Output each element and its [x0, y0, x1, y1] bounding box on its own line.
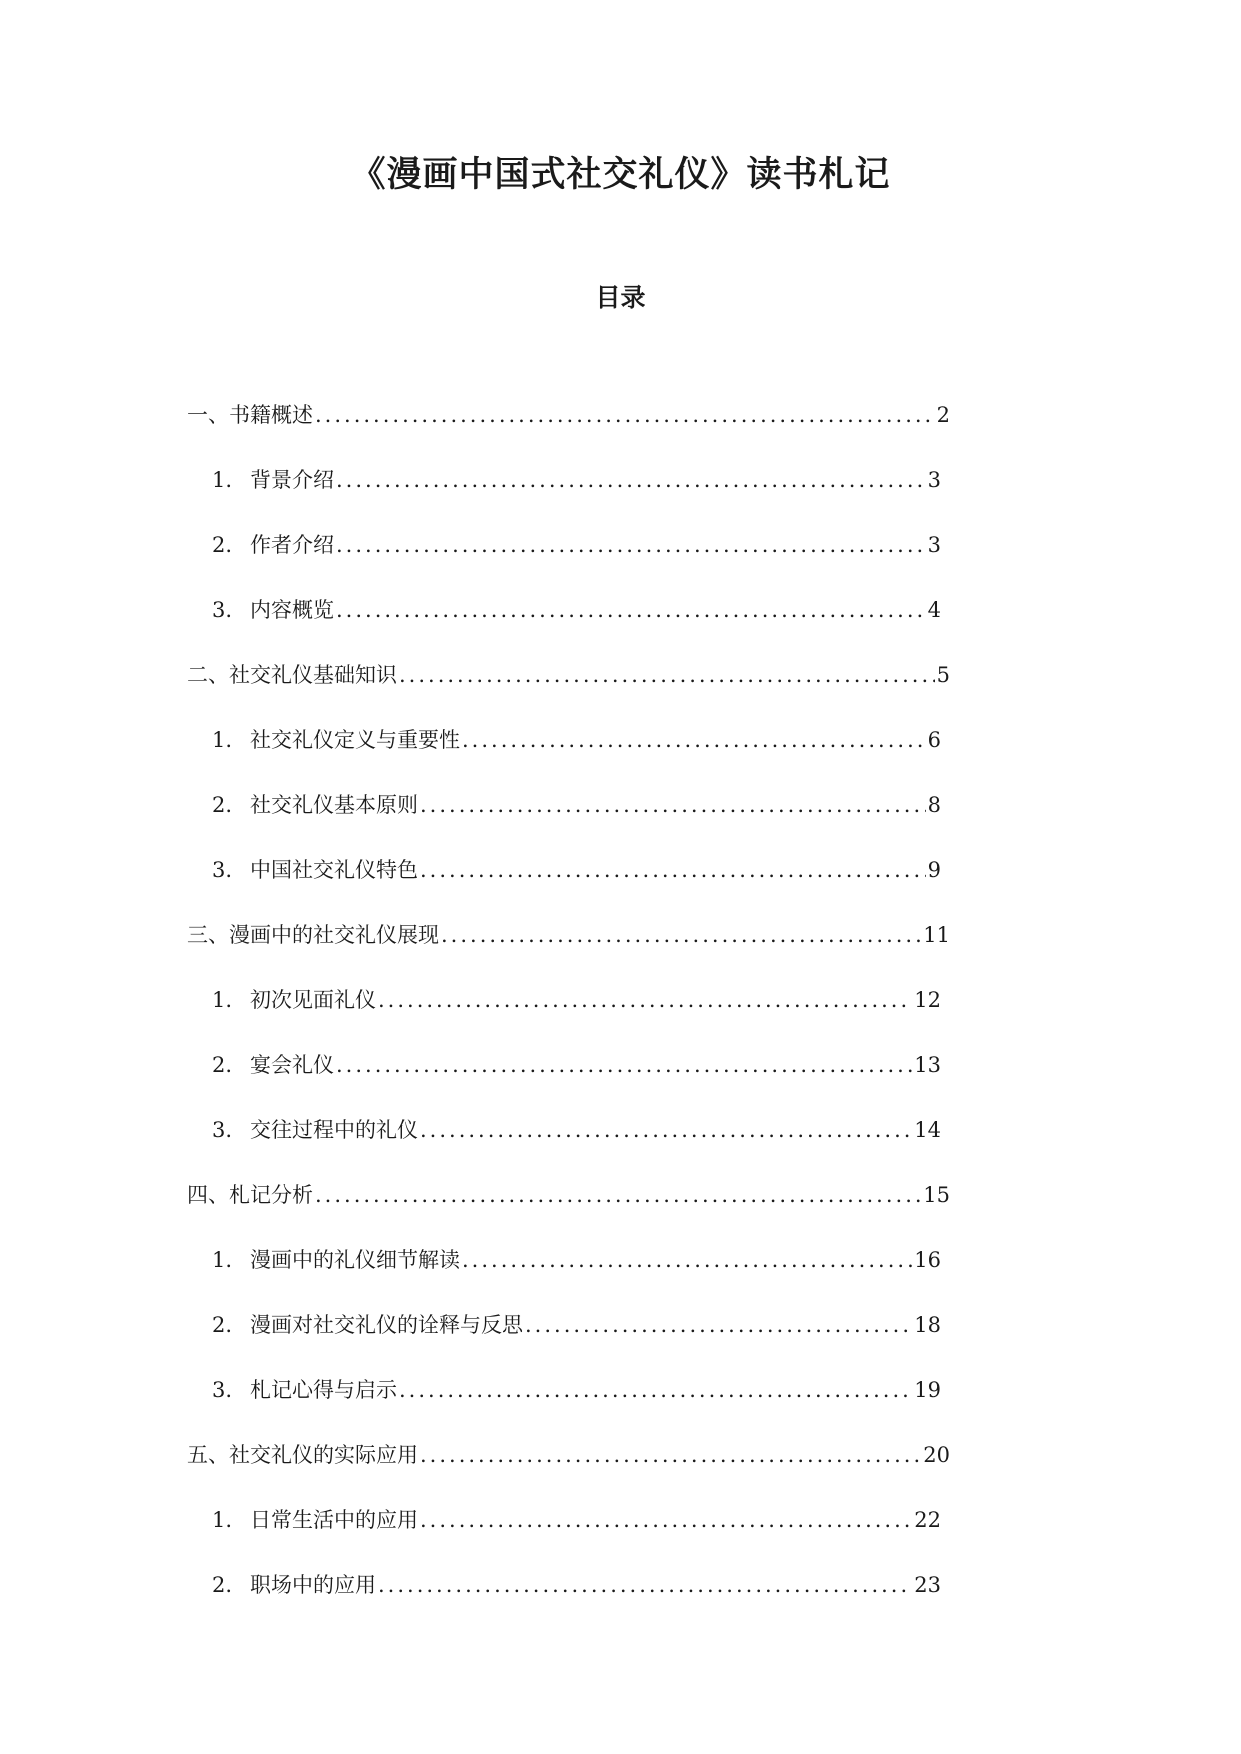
toc-entry-label: 中国社交礼仪特色	[250, 857, 418, 882]
toc-entry-number: 3.	[212, 857, 233, 882]
toc-entry[interactable]	[212, 1552, 941, 1617]
toc-entry[interactable]	[212, 837, 941, 902]
toc-dot-leader	[462, 725, 926, 755]
toc-entry-label: 内容概览	[250, 597, 334, 622]
toc-dot-leader	[336, 465, 926, 495]
toc-entry-page-number: 13	[914, 1052, 941, 1077]
toc-entry-page-number: 18	[914, 1312, 941, 1337]
toc-entry[interactable]	[212, 577, 941, 642]
toc-entry-label: 作者介绍	[250, 532, 334, 557]
toc-entry-page-number: 15	[923, 1182, 950, 1207]
toc-entry-number: 2.	[212, 532, 233, 557]
toc-entry-label: 四、札记分析	[187, 1182, 313, 1207]
toc-entry-page-number: 20	[923, 1442, 950, 1467]
toc-entry-label: 五、社交礼仪的实际应用	[187, 1442, 418, 1467]
toc-entry-page-number: 19	[914, 1377, 941, 1402]
toc-entry[interactable]	[187, 902, 950, 967]
toc-entry-page-number: 3	[927, 467, 941, 492]
toc-entry[interactable]	[187, 642, 950, 707]
toc-dot-leader	[336, 1050, 912, 1080]
toc-entry-page-number: 9	[927, 857, 941, 882]
toc-dot-leader	[525, 1310, 912, 1340]
toc-entry-page-number: 11	[923, 922, 950, 947]
toc-entry-label: 宴会礼仪	[250, 1052, 334, 1077]
toc-dot-leader	[420, 855, 926, 885]
toc-dot-leader	[378, 985, 912, 1015]
table-of-contents	[0, 382, 1241, 1617]
toc-heading: 目录	[595, 283, 646, 312]
toc-entry-number: 1.	[212, 1507, 233, 1532]
toc-entry-label: 社交礼仪基本原则	[250, 792, 418, 817]
toc-dot-leader	[315, 1180, 921, 1210]
toc-entry[interactable]	[212, 707, 941, 772]
toc-entry-page-number: 16	[914, 1247, 941, 1272]
toc-dot-leader	[336, 530, 926, 560]
toc-dot-leader	[315, 400, 935, 430]
toc-entry[interactable]	[212, 1487, 941, 1552]
toc-entry-label: 背景介绍	[250, 467, 334, 492]
toc-entry-page-number: 23	[914, 1572, 941, 1597]
toc-entry-number: 1.	[212, 1247, 233, 1272]
toc-entry[interactable]	[187, 1162, 950, 1227]
toc-entry[interactable]	[212, 1357, 941, 1422]
toc-entry-label: 三、漫画中的社交礼仪展现	[187, 922, 439, 947]
toc-entry-label: 一、书籍概述	[187, 402, 313, 427]
toc-entry-number: 1.	[212, 467, 233, 492]
toc-entry-page-number: 6	[927, 727, 941, 752]
toc-entry-page-number: 22	[914, 1507, 941, 1532]
toc-dot-leader	[420, 1440, 921, 1470]
toc-entry-label: 漫画中的礼仪细节解读	[250, 1247, 460, 1272]
toc-entry[interactable]	[187, 1422, 950, 1487]
toc-entry-number: 2.	[212, 1052, 233, 1077]
toc-entry-page-number: 8	[927, 792, 941, 817]
toc-entry-label: 二、社交礼仪基础知识	[187, 662, 397, 687]
toc-entry-number: 1.	[212, 987, 233, 1012]
toc-dot-leader	[399, 660, 935, 690]
toc-entry-number: 3.	[212, 597, 233, 622]
toc-entry[interactable]	[187, 382, 950, 447]
toc-dot-leader	[378, 1570, 912, 1600]
toc-entry[interactable]	[212, 772, 941, 837]
toc-entry-page-number: 2	[936, 402, 950, 427]
toc-entry-number: 1.	[212, 727, 233, 752]
toc-entry-number: 3.	[212, 1117, 233, 1142]
toc-entry[interactable]	[212, 1292, 941, 1357]
toc-dot-leader	[462, 1245, 912, 1275]
toc-dot-leader	[399, 1375, 912, 1405]
toc-dot-leader	[420, 1115, 912, 1145]
toc-entry-page-number: 5	[936, 662, 950, 687]
toc-entry[interactable]	[212, 1097, 941, 1162]
toc-dot-leader	[336, 595, 926, 625]
toc-entry[interactable]	[212, 1227, 941, 1292]
toc-entry-label: 职场中的应用	[250, 1572, 376, 1597]
toc-entry-page-number: 3	[927, 532, 941, 557]
toc-entry-label: 日常生活中的应用	[250, 1507, 418, 1532]
toc-entry-label: 札记心得与启示	[250, 1377, 397, 1402]
toc-entry-number: 2.	[212, 792, 233, 817]
toc-entry-number: 3.	[212, 1377, 233, 1402]
toc-entry[interactable]	[212, 1032, 941, 1097]
toc-entry-page-number: 14	[914, 1117, 941, 1142]
toc-dot-leader	[420, 790, 926, 820]
toc-entry-page-number: 12	[914, 987, 941, 1012]
toc-entry-label: 社交礼仪定义与重要性	[250, 727, 460, 752]
toc-entry[interactable]	[212, 447, 941, 512]
toc-dot-leader	[441, 920, 921, 950]
toc-entry-label: 交往过程中的礼仪	[250, 1117, 418, 1142]
toc-entry[interactable]	[212, 512, 941, 577]
toc-entry-number: 2.	[212, 1312, 233, 1337]
toc-entry-label: 漫画对社交礼仪的诠释与反思	[250, 1312, 523, 1337]
document-title: 《漫画中国式社交礼仪》读书札记	[350, 155, 891, 195]
toc-entry-label: 初次见面礼仪	[250, 987, 376, 1012]
toc-entry-number: 2.	[212, 1572, 233, 1597]
toc-dot-leader	[420, 1505, 912, 1535]
toc-entry[interactable]	[212, 967, 941, 1032]
toc-entry-page-number: 4	[927, 597, 941, 622]
